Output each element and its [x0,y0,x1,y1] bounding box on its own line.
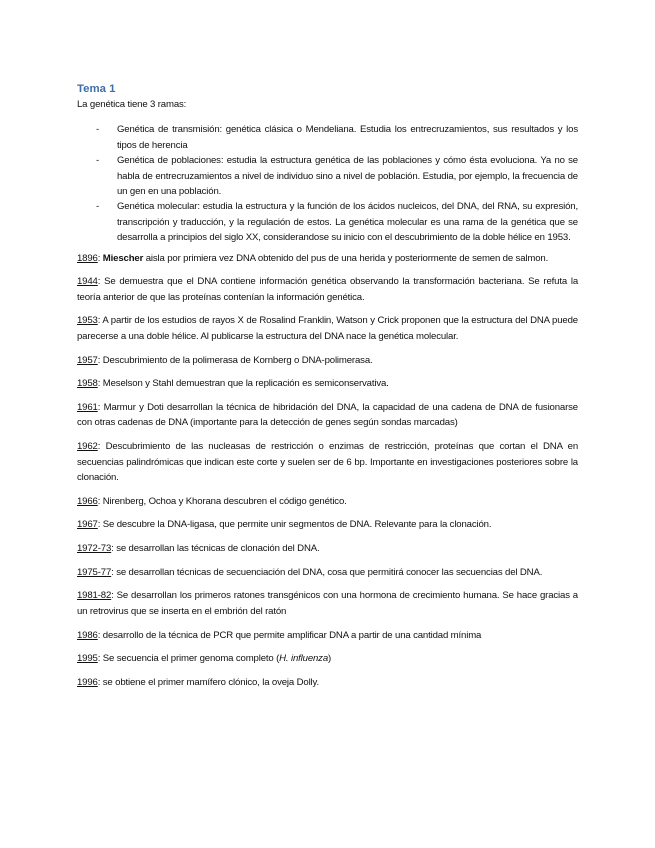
entry-year: 1961 [77,401,98,413]
entry-separator: : [97,252,103,264]
entry-year: 1975-77 [77,566,112,578]
entry-separator: : [97,495,103,507]
timeline-entry [77,541,578,556]
bullet-dash: - [96,201,100,213]
bullet-dash: - [96,124,100,136]
entry-separator: : [111,543,117,555]
entry-text: Se demuestra que el DNA contiene información genética observando la transformación bacteriana. Se refuta la teoría anterior de que las proteínas contenían la información genética. [77,276,579,303]
entry-text: Se secuencia el primer genoma completo ( [102,653,280,665]
entry-scientist: Miescher [102,252,144,264]
timeline-entry [77,517,578,532]
entry-year: 1966 [77,495,98,507]
entry-year: 1896 [77,252,98,264]
entry-separator: : [97,676,103,688]
timeline-entry [77,376,578,391]
bullet-dash: - [96,155,100,167]
entry-year: 1981-82 [77,590,112,602]
intro-text: La genética tiene 3 ramas: [77,99,187,110]
entry-separator: : [97,629,103,641]
entry-separator: : [97,378,103,390]
entry-text: Descubrimiento de la polimerasa de Kornberg o DNA-polimerasa. [102,354,373,366]
entry-year: 1958 [77,378,98,390]
timeline-entry [77,251,578,266]
entry-text: desarrollo de la técnica de PCR que permite amplificar DNA a partir de una cantidad mínima [102,629,482,641]
entry-separator: : [97,276,105,288]
entry-text: Marmur y Doti desarrollan la técnica de hibridación del DNA, la capacidad de una cadena de DNA de fusionarse con otras cadenas de DNA (importante para la detección de genes según sondas marcadas) [77,401,578,429]
entry-year: 1996 [77,676,98,688]
timeline-entry [77,675,578,690]
entry-text: A partir de los estudios de rayos X de Rosalind Franklin, Watson y Crick proponen que la estructura del DNA puede parecerse a una doble hélice. Al publicarse la estructura del DNA nace la genética molecular. [77,315,578,342]
entry-text: aisla por primiera vez DNA obtenido del pus de una herida y posteriormente de semen de salmon. [143,252,549,264]
entry-text: Se desarrollan los primeros ratones transgénicos con una hormona de crecimiento humana. Se hace gracias a un retrovirus que se inserta en el embrión del ratón [77,590,578,617]
timeline-entry [77,628,578,643]
entry-separator: : [97,315,103,327]
entry-separator: : [97,354,103,366]
list-item [77,153,578,199]
entry-year: 1953 [77,315,98,327]
timeline-entry [77,565,578,580]
entry-year: 1962 [77,441,98,453]
document-page [77,82,578,699]
entry-species: H. influenza [279,653,329,665]
timeline-entry [77,651,578,666]
list-item [77,122,578,153]
section-heading: Tema 1 [77,83,116,95]
entry-year: 1972-73 [77,543,112,555]
timeline-entry [77,400,578,431]
list-item [77,199,578,245]
entry-text: se desarrollan las técnicas de clonación del DNA. [116,543,320,555]
entry-year: 1986 [77,629,98,641]
timeline-entry [77,353,578,368]
list-item-text: Genética de transmisión: genética clásica o Mendeliana. Estudia los entrecruzamientos, sus resultados y los tipos de herencia [117,124,578,151]
branches-list [77,122,578,245]
timeline-entry [77,313,578,344]
entry-tail: ) [328,653,332,665]
timeline-entry [77,494,578,509]
entry-text: Descubrimiento de las nucleasas de restricción o enzimas de restricción, proteínas que cortan el DNA en secuencias palindrómicas que indican este corte y suelen ser de 6 bp. Importante en investigaciones posteriores sobre la clonación. [77,441,578,483]
entry-text: Nirenberg, Ochoa y Khorana descubren el código genético. [102,495,347,507]
entry-year: 1957 [77,354,98,366]
timeline-entry [77,439,578,485]
entry-separator: : [97,401,104,413]
entry-year: 1944 [77,276,98,288]
entry-year: 1967 [77,519,98,531]
entry-separator: : [97,653,103,665]
entry-text: Se descubre la DNA-ligasa, que permite unir segmentos de DNA. Relevante para la clonación. [102,519,492,531]
list-item-text: Genética de poblaciones: estudia la estructura genética de las poblaciones y cómo ésta evoluciona. Ya no se habla de entrecruzamientos a nivel de individuo sino a nivel de población. Estudia, por ejemplo, la frecuencia de un gen en una población. [117,155,578,198]
list-item-text: Genética molecular: estudia la estructura y la función de los ácidos nucleicos, del DNA, del RNA, su expresión, transcripción y traducción, y la regulación de estos. La genética molecular es una rama de la genética que se desarrolla a principios del siglo XX, considerandose su inicio con el descubrimiento de la doble hélice en 1953. [117,201,578,244]
timeline-entry [77,588,578,619]
entry-separator: : [97,519,103,531]
entry-text: se obtiene el primer mamífero clónico, la oveja Dolly. [102,676,319,688]
entry-year: 1995 [77,653,98,665]
timeline-entry [77,274,578,305]
entry-separator: : [111,590,117,602]
entry-separator: : [97,441,106,453]
entry-separator: : [111,566,117,578]
entry-text: Meselson y Stahl demuestran que la replicación es semiconservativa. [102,378,389,390]
entry-text: se desarrollan técnicas de secuenciación del DNA, cosa que permitirá conocer las secuencias del DNA. [116,566,543,578]
